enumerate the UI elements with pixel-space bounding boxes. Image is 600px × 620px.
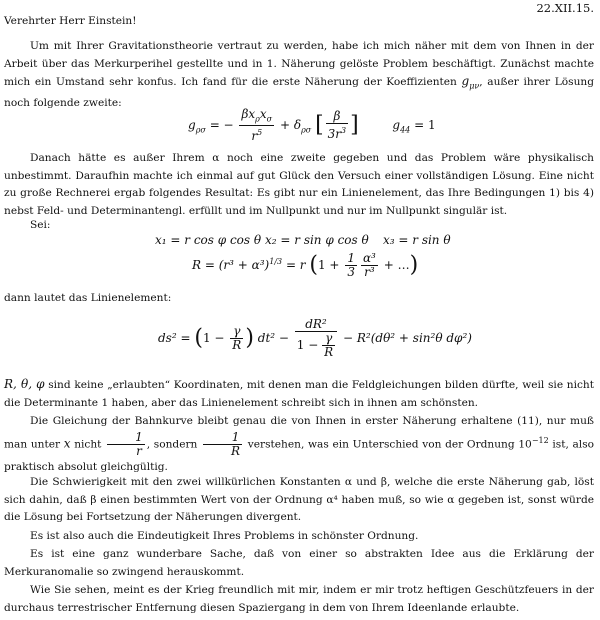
equation-3: $R = (r^3 + \alpha^3)^{1/3} = r$ (1 + $\frac{1}{3}$ $\frac{\text{α³}}{\text{r³}}$ + …) bbox=[192, 251, 419, 279]
paragraph-3-text: sind keine „erlaubten“ Koordinaten, mit denen man die Feldgleichungen bilden dürfte, weil sie nicht die Determinante 1 haben, aber das Linienelement schreibt sich in ihnen am schönsten. bbox=[4, 379, 594, 409]
paragraph-7: Es ist eine ganz wunderbare Sache, daß von einer so abstrakten Idee aus die Erklärung der Merkuranomalie so zwingend herauskommt. bbox=[4, 548, 594, 578]
dann-text: dann lautet das Linienelement: bbox=[4, 292, 172, 304]
equation-2-x3: x₃ = r sin θ bbox=[383, 233, 451, 247]
coefficient-symbol: $g_{\mu\nu}$ bbox=[461, 74, 480, 91]
paragraph-8: Wie Sie sehen, meint es der Krieg freundlich mit mir, indem er mir trotz heftigen Geschützfeuers in der durchaus terrestrischer Entfernung diesen Spaziergang in dem von Ihrem Ideenlande erlaubte. bbox=[4, 584, 594, 614]
salutation: Verehrter Herr Einstein! bbox=[4, 15, 137, 27]
paragraph-6: Es ist also auch die Eindeutigkeit Ihres Problems in schönster Ordnung. bbox=[30, 530, 419, 542]
sei-label: Sei: bbox=[30, 219, 51, 231]
paragraph-5: Die Schwierigkeit mit den zwei willkürlichen Konstanten α und β, welche die erste Näherung gab, löst sich dahin, daß β einen bestimmten Wert von der Ordnung α⁴ haben muß, so wie α gegeben ist, sonst würde die Lösung bei Fortsetzung der Näherungen divergent. bbox=[4, 476, 594, 524]
paragraph-4: Die Gleichung der Bahnkurve bleibt genau die von Ihnen in erster Näherung erhaltene (11), nur muß man unter x nicht $\frac{1}{r}$ , sondern $\frac{1}{R}$ verstehen, was ein Unterschied von der Ordnung $10^{-12}$ ist, also praktisch absolut gleichgültig. bbox=[4, 415, 595, 474]
coordinates-symbols: R, θ, φ bbox=[4, 377, 45, 391]
equation-4: ds² = (1 − $\frac{\gamma}{R}$ ) dt² − dR² 1 − $\frac{\gamma}{R}$ − R²(dθ² + sin²θ dφ²) bbox=[158, 317, 472, 359]
paragraph-2: Danach hätte es außer Ihrem α noch eine zweite gegeben und das Problem wäre physikalisch unbestimmt. Daraufhin machte ich einmal auf gut Glück den Versuch einer vollständigen Lösung. Eine nicht zu große Rechnerei ergab folgendes Resultat: Es gibt nur ein Linienelement, das Ihre Bedingungen 1) bis 4) nebst Feld- und Determinantengl. erfüllt und im Nullpunkt und nur im Nullpunkt singulär ist. bbox=[4, 152, 594, 217]
paragraph-1-text: Um mit Ihrer Gravitationstheorie vertraut zu werden, habe ich mich näher mit dem von Ihnen in der Arbeit über das Merkurperihel gestellte und in 1. Näherung gelöste Problem beschäftigt. Zunächst machte mich ein Umstand sehr konfus. Ich fand für die erste Näherung der Koeffizienten bbox=[4, 40, 594, 89]
paragraph-1-end: , außer ihrer Lösung noch folgende zweite: bbox=[4, 76, 594, 110]
paragraph-3 bbox=[4, 376, 594, 412]
paragraph-1 bbox=[4, 38, 594, 113]
equation-2-x1: x₁ = r cos φ cos θ bbox=[155, 233, 262, 247]
equation-2-x2: x₂ = r sin φ cos θ bbox=[265, 233, 369, 247]
letter-date: 22.XII.15. bbox=[536, 1, 594, 15]
equation-1: $g_{\rho\sigma}$ = − $\frac{\beta x_\rho x_\sigma}{r^5}$ + $\delta_{\rho\sigma}$ [ $\frac{\beta}{3r^3}$ ] $g_{44} = 1$ bbox=[188, 107, 436, 144]
